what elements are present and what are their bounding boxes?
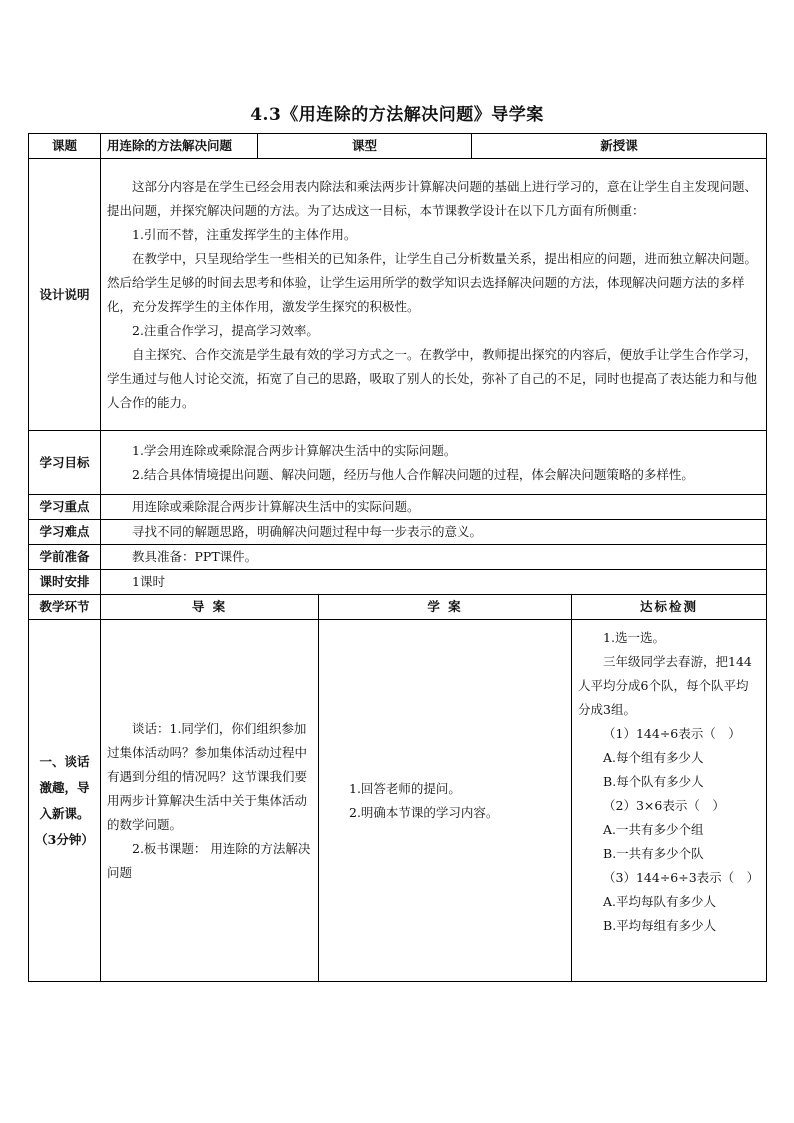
schedule-content [101, 570, 767, 595]
stage-line: （3分钟） [35, 831, 94, 847]
schedule-text: 1课时 [132, 574, 165, 589]
guide-paragraph: 2.板书课题： 用连除的方法解决问题 [107, 840, 311, 880]
difficulty-text: 寻找不同的解题思路，明确解决问题过程中每一步表示的意义。 [132, 524, 483, 539]
type-label: 课型 [258, 134, 472, 159]
design-label: 设计说明 [29, 159, 101, 431]
guide-paragraph: 谈话：1.同学们，你们组织参加过集体活动吗？参加集体活动过程中有遇到分组的情况吗？这节课我们要用两步计算解决生活中关于集体活动的数学问题。 [107, 720, 308, 832]
section-1-study [319, 620, 572, 982]
stage-line: 激趣，导 [39, 779, 90, 795]
stage-line: 入新课。 [39, 805, 90, 821]
page-title: 4.3《用连除的方法解决问题》导学案 [250, 105, 544, 125]
prep-label: 学前准备 [29, 545, 101, 570]
design-paragraph: 自主探究、合作交流是学生最有效的学习方式之一。在教学中，教师提出探究的内容后，便放手让学生合作学习，学生通过与他人讨论交流，拓宽了自己的思路，吸取了别人的长处，弥补了自己的不足，同时也提高了表达能力和与他人合作的能力。 [107, 346, 758, 410]
goals-content [101, 431, 767, 495]
check-option: A.平均每队有多少人 [603, 894, 717, 909]
check-question-3: （3）144÷6÷3表示（ ） [603, 870, 760, 885]
difficulty-row [29, 520, 767, 545]
col-guide-header: 导 案 [101, 595, 319, 620]
col-study-header: 学 案 [319, 595, 572, 620]
section-1-guide [101, 620, 319, 982]
goal-item: 1.学会用连除或乘除混合两步计算解决生活中的实际问题。 [132, 442, 457, 458]
design-paragraph: 2.注重合作学习，提高学习效率。 [132, 322, 319, 338]
stage-line: 一、谈话 [39, 753, 90, 769]
col-stage-header: 教学环节 [29, 595, 101, 620]
design-row [29, 159, 767, 431]
difficulty-content [101, 520, 767, 545]
col-check-header: 达标检测 [572, 595, 767, 620]
study-item: 2.明确本节课的学习内容。 [349, 804, 499, 820]
schedule-row [29, 570, 767, 595]
check-option: A.每个组有多少人 [603, 750, 704, 765]
key-text: 用连除或乘除混合两步计算解决生活中的实际问题。 [132, 499, 420, 514]
prep-content [101, 545, 767, 570]
check-heading: 1.选一选。 [603, 630, 665, 645]
check-option: A.一共有多少个组 [603, 822, 704, 837]
goal-item: 2.结合具体情境提出问题、解决问题，经历与他人合作解决问题的过程，体会解决问题策略的多样性。 [132, 466, 694, 482]
topic-value: 用连除的方法解决问题 [101, 134, 258, 159]
goals-row [29, 431, 767, 495]
check-option: B.一共有多少个队 [603, 846, 704, 861]
column-header-row [29, 595, 767, 620]
key-label: 学习重点 [29, 495, 101, 520]
lesson-plan-table [28, 133, 767, 982]
check-option: B.平均每组有多少人 [603, 918, 717, 933]
key-row [29, 495, 767, 520]
goals-label: 学习目标 [29, 431, 101, 495]
topic-label: 课题 [29, 134, 101, 159]
type-value: 新授课 [472, 134, 767, 159]
design-paragraph: 1.引而不替，注重发挥学生的主体作用。 [132, 226, 357, 242]
check-question-1: （1）144÷6表示（ ） [603, 726, 741, 741]
study-item: 1.回答老师的提问。 [349, 780, 461, 796]
prep-text: 教具准备：PPT课件。 [132, 549, 258, 564]
key-content [101, 495, 767, 520]
topic-row [29, 134, 767, 159]
check-option: B.每个队有多少人 [603, 774, 704, 789]
check-intro: 三年级同学去春游，把144人平均分成6个队，每个队平均分成3组。 [578, 654, 752, 717]
section-1-row [29, 620, 767, 982]
prep-row [29, 545, 767, 570]
design-paragraph: 这部分内容是在学生已经会用表内除法和乘法两步计算解决问题的基础上进行学习的，意在让学生自主发现问题、提出问题，并探究解决问题的方法。为了达成这一目标，本节课教学设计在以下几方面有所侧重： [107, 178, 758, 218]
schedule-label: 课时安排 [29, 570, 101, 595]
design-paragraph: 在教学中，只呈现给学生一些相关的已知条件，让学生自己分析数量关系，提出相应的问题，进而独立解决问题。然后给学生足够的时间去思考和体验，让学生运用所学的数学知识去选择解决问题的方法，体现解决问题方法的多样化，充分发挥学生的主体作用，激发学生探究的积极性。 [107, 250, 758, 314]
section-1-check [572, 620, 767, 982]
design-content [101, 159, 767, 431]
section-1-stage [29, 620, 101, 982]
check-question-2: （2）3×6表示（ ） [603, 798, 725, 813]
difficulty-label: 学习难点 [29, 520, 101, 545]
